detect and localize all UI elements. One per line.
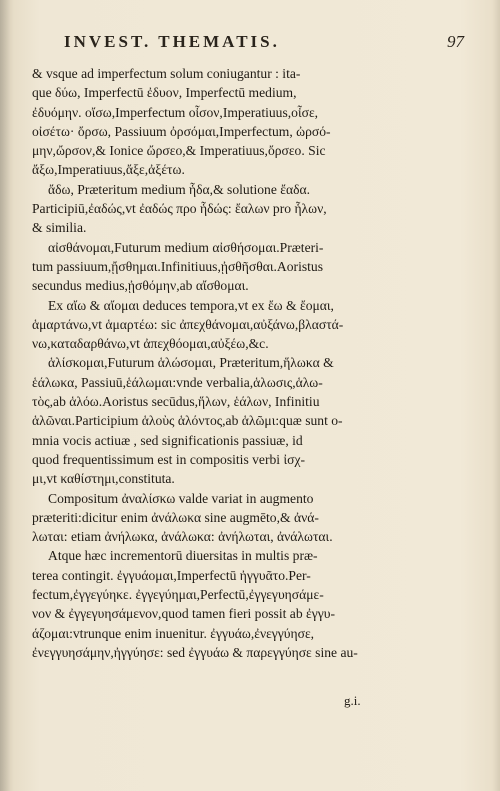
text-line: ἑάλωκα, Passiuū,ἑάλωμαι:vnde verbalia,ἁλωσις,ἁλω- [32,374,323,390]
text-line: terea contingit. ἐγγυάομαι,Imperfectū ἠγγυᾶτο.Per- [32,567,311,583]
text-line: tum passiuum,ᾔσθημαι.Infinitiuus,ᾐσθῆσθαι.Aoristus [32,258,324,274]
text-body [32,64,470,662]
gutter-shadow [0,0,14,791]
catchword: g.i. [344,693,361,708]
running-head: INVEST. THEMATIS. [64,32,280,51]
page-header [64,32,464,56]
text-line: ἁλῶναι.Participium ἁλοὺς ἁλόντος,ab ἁλῶμι:quæ sunt o- [32,413,343,429]
text-line: ἄδω, Præteritum medium ἧδα,& solutione ἔαδα. [48,181,311,197]
text-line: & vsque ad imperfectum solum coniugantur : ita- [32,66,301,81]
text-line: λωται: etiam ἀνήλωκα, ἀνάλωκα: ἀνήλωται, ἀνάλωται. [32,529,333,545]
text-line: Compositum ἀναλίσκω valde variat in augmento [48,490,314,506]
text-line: ἁμαρτάνω,vt ἁμαρτέω: sic ἀπεχθάνομαι,αὐξάνω,βλαστά- [32,316,344,332]
text-line: ἄξω,Imperatiuus,ἄξε,ἀξέτω. [32,162,185,178]
text-line: Atque hæc incrementorū diuersitas in multis præ- [48,548,318,564]
text-line: ἐνεγγυησάμην,ἠγγύησε: sed ἐγγυάω & παρεγγύησε sine au- [32,644,358,660]
text-line: fectum,ἐγγεγύηκε. ἐγγεγύημαι,Perfectū,ἐγγεγυησάμε- [32,587,324,603]
text-line: νον & ἐγγεγυησάμενον,quod tamen fieri possit ab ἐγγυ- [32,606,336,622]
text-line: αἰσθάνομαι,Futurum medium αἰσθήσομαι.Præteri- [48,239,324,255]
text-line: que δύω, Imperfectū ἐδυον, Imperfectū medium, [32,85,297,101]
text-line: mnia vocis actiuæ , sed significationis passiuæ, id [32,432,303,448]
text-line: ἐδυόμην. οἴσω,Imperfectum οἶσον,Imperatiuus,οἶσε, [32,104,319,120]
text-line: secundus medius,ᾐσθόμην,ab αἴσθομαι. [32,278,249,294]
text-line: Participiū,ἐαδώς,vt ἐαδώς προ ἧδώς: ἔαλων pro ἧλων, [32,201,327,217]
text-line: Ex αἴω & αἴομαι deduces tempora,vt ex ἔω & ἔομαι, [48,297,334,313]
text-line: άζομαι:vtrunque enim inuenitur. ἐγγυάω,ἐνεγγύησε, [32,625,315,641]
text-line: præteriti:dicitur enim ἀνάλωκα sine augmēto,& ἀνά- [32,509,319,525]
text-line: μην,ὤρσον,& Ionice ὤρσεο,& Imperatiuus,ὄρσεο. Sic [32,143,326,159]
text-line: οἰσέτω· ὄρσω, Passiuum ὀρσόμαι,Imperfectum, ὠρσό- [32,123,331,139]
text-line: quod frequentissimum est in compositis verbi ἰσχ- [32,451,306,467]
text-line: μι,vt καθίστημι,constituta. [32,471,175,487]
page-number: 97 [447,32,464,51]
text-line: νω,καταδαρθάνω,vt ἀπεχθόομαι,αὐξέω,&c. [32,336,269,352]
text-line: & similia. [32,220,87,236]
text-line: ἁλίσκομαι,Futurum ἁλώσομαι, Præteritum,ἥλωκα & [48,355,334,371]
text-line: τὸς,ab ἁλόω.Aoristus secūdus,ἥλων, ἑάλων, Infinitiu [32,394,320,410]
